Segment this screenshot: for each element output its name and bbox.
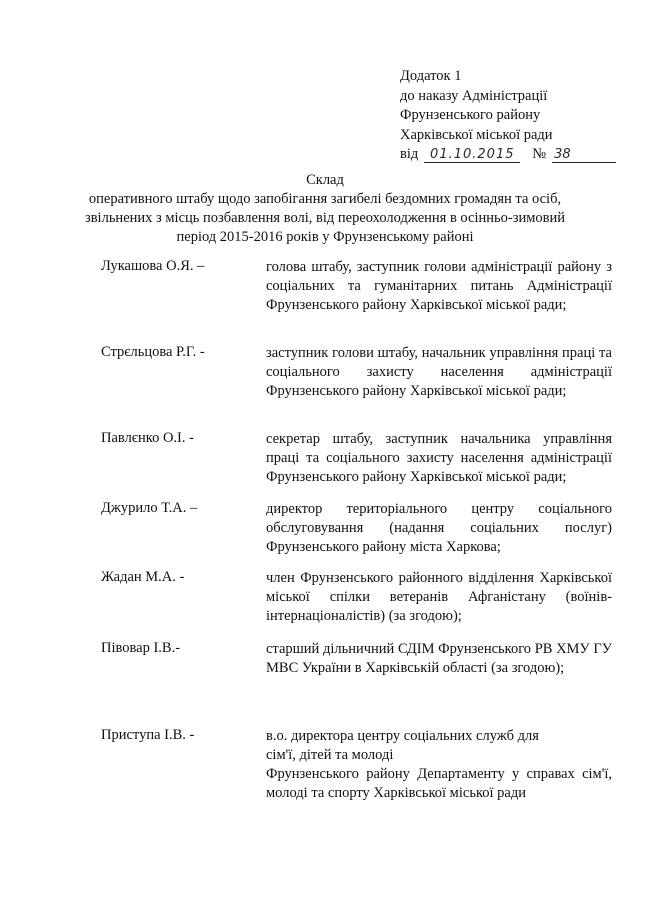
member-role-block (266, 727, 612, 803)
member-name: Жадан М.А. - (101, 569, 185, 585)
handwritten-number: 38 (552, 147, 616, 163)
heading-line-2: звільнених з місць позбавлення волі, від переохолодження в осінньо-зимовий (84, 210, 565, 226)
annex-line-4: Харківської міської ради (400, 126, 553, 143)
member-role-line: сім'ї, дітей та молоді (266, 747, 394, 763)
from-label: від (400, 146, 419, 162)
document-heading (60, 171, 590, 247)
member-name: Стрєльцова Р.Г. - (101, 344, 205, 360)
annex-line-2: до наказу Адміністрації (400, 87, 548, 104)
member-role-line: в.о. директора центру соціальних служб для (266, 728, 539, 744)
member-name: Лукашова О.Я. – (101, 258, 205, 274)
member-name: Приступа І.В. - (101, 727, 195, 743)
member-role: директор територіального центру соціального обслуговування (надання соціальних послуг) Фрунзенського району міста Харкова; (266, 501, 612, 555)
handwritten-date: 01.10.2015 (424, 147, 520, 163)
member-role: секретар штабу, заступник начальника управління праці та соціального захисту населення адміністрації Фрунзенського району Харківської міської ради; (266, 431, 612, 485)
number-label: № (532, 146, 547, 162)
member-role: голова штабу, заступник голови адміністрації району з соціальних та гуманітарних питань Адміністрації Фрунзенського району Харківської міської ради; (266, 259, 612, 313)
heading-line-1: оперативного штабу щодо запобігання загибелі бездомних громадян та осіб, (88, 191, 562, 207)
member-name: Джурило Т.А. – (101, 500, 198, 516)
member-name: Павлєнко О.І. - (101, 430, 194, 446)
member-role: старший дільничний СДІМ Фрунзенського РВ ХМУ ГУ МВС України в Харківській області (за згодою); (266, 641, 612, 676)
heading-line-3: період 2015-2016 років у Фрунзенському районі (176, 229, 474, 245)
member-role-line: Фрунзенського району Департаменту у справах сім'ї, молоді та спорту Харківської міської ради (266, 766, 612, 801)
annex-block (400, 67, 616, 165)
member-role: заступник голови штабу, начальник управління праці та соціального захисту населення адміністрації Фрунзенського району Харківської міської ради; (266, 345, 612, 399)
annex-line-1: Додаток 1 (400, 68, 462, 84)
member-role: член Фрунзенського районного відділення Харківської міської спілки ветеранів Афганістану (воїнів-інтернаціоналістів) (за згодою); (266, 570, 612, 624)
heading-title: Склад (306, 172, 344, 188)
annex-date-line (400, 145, 616, 165)
annex-line-3: Фрунзенського району (400, 107, 541, 123)
member-name: Півовар І.В.- (101, 640, 181, 656)
